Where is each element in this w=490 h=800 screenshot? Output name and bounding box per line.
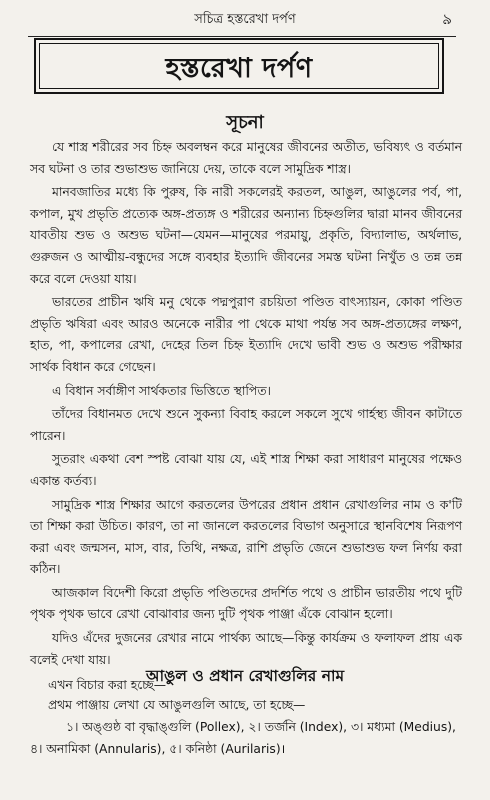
running-header <box>0 6 490 32</box>
finger-list-line: ১। অঙ্গুষ্ঠ বা বৃদ্ধাঙ্গুলি (Pollex), ২। তর্জনি (Index), ৩। মধ্যমা (Medius), <box>66 720 456 734</box>
finger-list-line: ৪। অনামিকা (Annularis), ৫। কনিষ্ঠা (Aurilaris)। <box>30 742 286 756</box>
paragraph: এ বিধান সর্বাঙ্গীণ সার্থকতার ভিত্তিতে স্থাপিত। <box>52 383 271 398</box>
lead-in-text: এখন বিচার করা হচ্ছে— <box>48 678 167 693</box>
title-frame <box>34 38 444 94</box>
paragraph: তাঁদের বিধানমত দেখে শুনে সুকন্যা বিবাহ করলে সকলে সুখে গার্হস্থ্য জীবন কাটাতে পারেন। <box>30 407 462 443</box>
body-text <box>30 137 462 697</box>
paragraph: যদিও এঁদের দুজনের রেখার নামে পার্থক্য আছে—কিন্তু কার্যক্রম ও ফলাফল প্রায় এক বলেই দেখা যায়। <box>30 631 462 667</box>
header-rule <box>28 36 456 37</box>
paragraph: সুতরাং একথা বেশ স্পষ্ট বোঝা যায় যে, এই শাস্ত্র শিক্ষা করা সাধারণ মানুষের পক্ষেও একান্ত কর্তব্য। <box>30 452 462 488</box>
page-number: ৯ <box>442 10 452 28</box>
sub-heading: আঙুল ও প্রধান রেখাগুলির নাম <box>145 667 345 685</box>
paragraph: যে শাস্ত্র শরীরের সব চিহ্ন অবলম্বন করে মানুষের জীবনের অতীত, ভবিষ্যৎ ও বর্তমান সব ঘটনা ও তার শুভাশুভ জানিয়ে দেয়, তাকে বলে সামুদ্রিক শাস্ত্র। <box>30 140 462 176</box>
paragraph: সামুদ্রিক শাস্ত্র শিক্ষার আগে করতলের উপরের প্রধান প্রধান রেখাগুলির নাম ও ক'টি তা শিক্ষা করা উচিত। কারণ, তা না জানলে করতলের বিভাগ অনুসারে স্থানবিশেষ নিরূপণ করা এবং জন্মসন, মাস, বার, তিথি, নক্ষত্র, রাশি প্রভৃতি জেনে শুভাশুভ ফল নির্ণয় করা কঠিন। <box>30 497 462 577</box>
section-title: সূচনা <box>226 112 264 133</box>
finger-list-intro: প্রথম পাঞ্জায় লেখা যে আঙুলগুলি আছে, তা হচ্ছে— <box>48 698 306 712</box>
finger-list <box>30 694 462 760</box>
paragraph: আজকাল বিদেশী কিরো প্রভৃতি পণ্ডিতদের প্রদর্শিত পথে ও প্রাচীন ভারতীয় পথে দুটি পৃথক পৃথক ভাবে রেখা বোঝাবার জন্য দুটি পৃথক পাঞ্জা এঁকে বোঝান হলো। <box>30 585 462 622</box>
paragraph: ভারতের প্রাচীন ঋষি মনু থেকে পদ্মপুরাণ রচয়িতা পণ্ডিত বাৎস্যায়ন, কোকা পণ্ডিত প্রভৃতি ঋষিরা এবং আরও অনেকে নারীর পা থেকে মাথা পর্যন্ত সব অঙ্গ-প্রত্যঙ্গের লক্ষণ, হাত, পা, কপালের রেখা, দেহের তিল চিহ্ন ইত্যাদি দেখে ভাবী শুভ ও অশুভ পরীক্ষার সার্থক বিধান করে গেছেন। <box>30 295 462 374</box>
page-title: হস্তরেখা দর্পণ <box>165 53 313 84</box>
paragraph: মানবজাতির মধ্যে কি পুরুষ, কি নারী সকলেরই করতল, আঙুল, আঙুলের পর্ব, পা, কপাল, মুখ প্রভৃতি প্রত্যেক অঙ্গ-প্রত্যঙ্গ ও শরীরের অন্যান্য চিহ্নগুলির দ্বারা মানব জীবনের যাবতীয় শুভ ও অশুভ ঘটনা—যেমন—মানুষের পরমায়ু, প্রকৃতি, বিদ্যালাভ, অর্থলাভ, গুরুজন ও আত্মীয়-বন্ধুদের সঙ্গে ব্যবহার ইত্যাদি জীবনের সমস্ত ঘটনা নিখুঁত ও তন্ন তন্ন করে বলে দেওয়া যায়। <box>30 185 462 286</box>
running-title: সচিত্র হস্তরেখা দর্পণ <box>194 12 296 27</box>
